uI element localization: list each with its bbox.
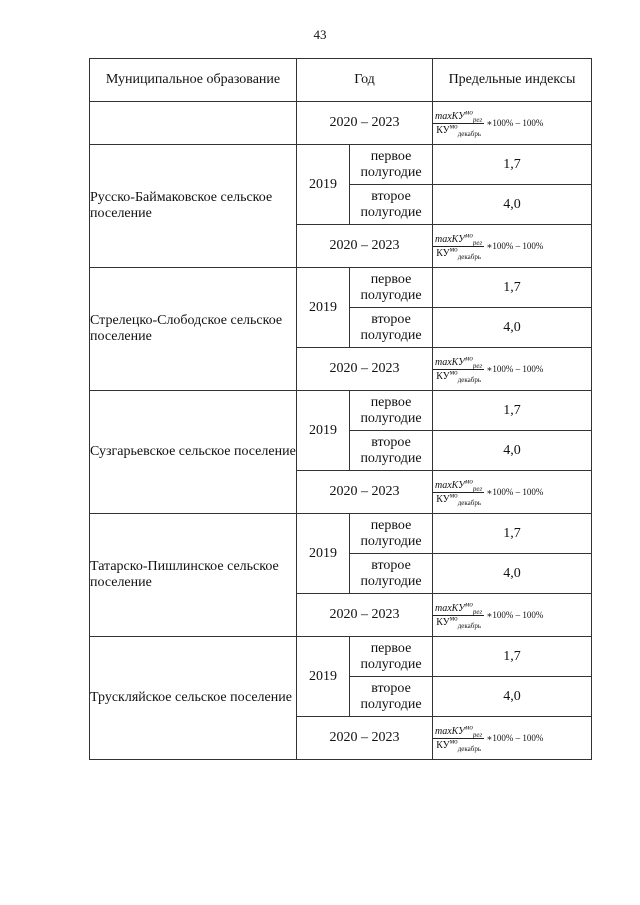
page-number: 43 xyxy=(313,27,327,42)
range-cell: 2020 – 2023 xyxy=(297,717,433,760)
index-formula: $\frac{\max КУ^{мо}_{рег}}{КУ^{мо}_{декабрь}}$ xyxy=(435,231,483,261)
first-half-label: первое полугодие xyxy=(350,514,433,554)
first-half-label: первое полугодие xyxy=(350,637,433,677)
settlement-row-first-half xyxy=(90,268,592,308)
range-cell: 2020 – 2023 xyxy=(297,225,433,268)
range-cell: 2020 – 2023 xyxy=(297,471,433,514)
settlement-name: Стрелецко-Слободское сельское поселение xyxy=(90,268,297,391)
settlement-row-first-half xyxy=(90,637,592,677)
settlement-row-first-half xyxy=(90,391,592,431)
year-cell: 2019 xyxy=(297,268,350,348)
range-cell: 2020 – 2023 xyxy=(297,102,433,145)
empty-municipality-cell xyxy=(90,102,297,145)
index-formula: $\frac{\max КУ^{мо}_{рег}}{КУ^{мо}_{декабрь}}$ xyxy=(435,477,483,507)
range-cell: 2020 – 2023 xyxy=(297,348,433,391)
header-limits: Предельные индексы xyxy=(433,59,592,102)
index-formula: $\frac{\max КУ^{мо}_{рег}}{КУ^{мо}_{декабрь}}$ xyxy=(435,723,483,753)
formula-cell xyxy=(433,471,592,514)
first-half-value: 1,7 xyxy=(433,637,592,677)
second-half-label: второе полугодие xyxy=(350,185,433,225)
formula-cell xyxy=(433,102,592,145)
year-cell: 2019 xyxy=(297,145,350,225)
formula-tail: ∗100% – 100% xyxy=(486,118,544,128)
first-half-label: первое полугодие xyxy=(350,268,433,308)
header-year: Год xyxy=(297,59,433,102)
top-range-row xyxy=(90,102,592,145)
settlement-name: Трускляйское сельское поселение xyxy=(90,637,297,760)
year-cell: 2019 xyxy=(297,391,350,471)
formula-cell xyxy=(433,225,592,268)
second-half-value: 4,0 xyxy=(433,308,592,348)
first-half-value: 1,7 xyxy=(433,514,592,554)
settlement-name: Татарско-Пишлинское сельское поселение xyxy=(90,514,297,637)
year-cell: 2019 xyxy=(297,514,350,594)
index-formula: $\frac{\max КУ^{мо}_{рег}}{КУ^{мо}_{декабрь}}$ xyxy=(435,354,483,384)
first-half-value: 1,7 xyxy=(433,145,592,185)
settlement-name: Сузгарьевское сельское поселение xyxy=(90,391,297,514)
first-half-value: 1,7 xyxy=(433,268,592,308)
formula-tail: ∗100% – 100% xyxy=(486,610,544,620)
header-municipality: Муниципальное образование xyxy=(90,59,297,102)
year-cell: 2019 xyxy=(297,637,350,717)
first-half-value: 1,7 xyxy=(433,391,592,431)
formula-cell xyxy=(433,717,592,760)
index-formula: $\frac{\max КУ^{мо}_{рег}}{КУ^{мо}_{декабрь}}$ xyxy=(435,600,483,630)
second-half-label: второе полугодие xyxy=(350,431,433,471)
formula-tail: ∗100% – 100% xyxy=(486,733,544,743)
second-half-label: второе полугодие xyxy=(350,308,433,348)
first-half-label: первое полугодие xyxy=(350,391,433,431)
second-half-label: второе полугодие xyxy=(350,554,433,594)
formula-tail: ∗100% – 100% xyxy=(486,364,544,374)
settlement-row-first-half xyxy=(90,145,592,185)
settlement-name: Русско-Баймаковское сельское поселение xyxy=(90,145,297,268)
index-formula: $\frac{\max КУ^{мо}_{рег}}{КУ^{мо}_{декабрь}}$ xyxy=(435,108,483,138)
formula-tail: ∗100% – 100% xyxy=(486,241,544,251)
settlement-row-first-half xyxy=(90,514,592,554)
second-half-value: 4,0 xyxy=(433,431,592,471)
formula-cell xyxy=(433,594,592,637)
header-row xyxy=(90,59,592,102)
formula-cell xyxy=(433,348,592,391)
second-half-value: 4,0 xyxy=(433,185,592,225)
range-cell: 2020 – 2023 xyxy=(297,594,433,637)
second-half-label: второе полугодие xyxy=(350,677,433,717)
second-half-value: 4,0 xyxy=(433,554,592,594)
limit-index-table xyxy=(89,58,592,760)
formula-tail: ∗100% – 100% xyxy=(486,487,544,497)
second-half-value: 4,0 xyxy=(433,677,592,717)
first-half-label: первое полугодие xyxy=(350,145,433,185)
